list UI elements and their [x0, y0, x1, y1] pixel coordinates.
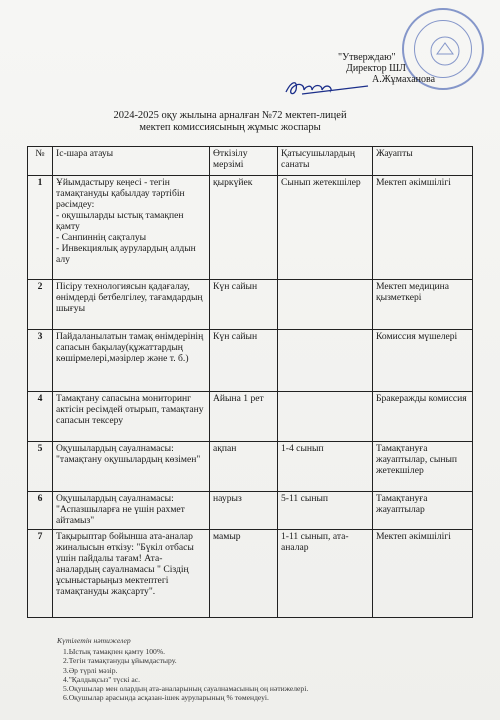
row-term: мамыр	[210, 530, 278, 618]
row-participants	[278, 280, 373, 330]
header-event: Іс-шара атауы	[53, 147, 210, 176]
table-row	[28, 492, 473, 530]
approval-line-3: А.Жұмаханова	[372, 74, 436, 85]
table-row	[28, 442, 473, 492]
row-responsible: Комиссия мүшелері	[373, 330, 473, 392]
approval-line-1: "Утверждаю"	[338, 52, 396, 63]
row-participants	[278, 330, 373, 392]
row-number: 6	[28, 492, 53, 530]
row-participants: 5-11 сынып	[278, 492, 373, 530]
row-participants	[278, 392, 373, 442]
results-item: 1.Ыстық тамақпен қамту 100%.	[63, 647, 166, 657]
row-term: қыркүйек	[210, 176, 278, 280]
results-item: 4."Қалдықсыз" түскі ас.	[63, 674, 141, 684]
row-term: наурыз	[210, 492, 278, 530]
title-line-1: 2024-2025 оқу жылына арналған №72 мектеп-лицей	[113, 110, 347, 121]
row-number: 2	[28, 280, 53, 330]
row-event: Оқушылардың сауалнамасы: "тамақтану оқушылардың көзімен"	[53, 442, 210, 492]
work-plan-table	[27, 146, 473, 618]
row-number: 5	[28, 442, 53, 492]
row-participants: Сынып жетекшілер	[278, 176, 373, 280]
header-number: №	[28, 147, 53, 176]
document-title	[60, 110, 400, 134]
handwritten-signature	[282, 76, 372, 100]
header-term: Өткізілу мерзімі	[210, 147, 278, 176]
row-responsible: Мектеп әкімшілігі	[373, 176, 473, 280]
row-responsible: Бракеражды комиссия	[373, 392, 473, 442]
header-participants: Қатысушылардың санаты	[278, 147, 373, 176]
results-item: 6.Оқушылар арасында асқазан-ішек ауруларының % төмендеуі.	[63, 693, 269, 703]
row-number: 7	[28, 530, 53, 618]
table-row	[28, 330, 473, 392]
row-term: ақпан	[210, 442, 278, 492]
row-event: Ұйымдастыру кеңесі - тегін тамақтануды қабылдау тәртібін рәсімдеу: - оқушыларды ыстық тамақпен қамту - Санпиннің сақталуы - Инвекциялық аурулардың алдын алу	[53, 176, 210, 280]
results-item: 3.Әр түрлі мәзір.	[63, 665, 118, 675]
results-item: 5.Оқушылар мен олардың ата-аналарының сауалнамасының оң нәтижелері.	[63, 684, 309, 694]
row-responsible: Мектеп медицина қызметкері	[373, 280, 473, 330]
row-number: 1	[28, 176, 53, 280]
row-responsible: Тамақтануға жауаптылар	[373, 492, 473, 530]
row-event: Пісіру технологиясын қадағалау, өнімдерді бетбелгілеу, тағамдардың шығуы	[53, 280, 210, 330]
row-participants: 1-11 сынып, ата-аналар	[278, 530, 373, 618]
expected-results	[57, 636, 477, 702]
header-responsible: Жауапты	[373, 147, 473, 176]
results-item: 2.Тегін тамақтануды ұйымдастыру.	[63, 656, 177, 666]
table-header-row	[28, 147, 473, 176]
row-participants: 1-4 сынып	[278, 442, 373, 492]
table-row	[28, 530, 473, 618]
row-responsible: Мектеп әкімшілігі	[373, 530, 473, 618]
row-responsible: Тамақтануға жауаптылар, сынып жетекшілер	[373, 442, 473, 492]
row-event: Оқушылардың сауалнамасы: "Аспазшыларға не үшін рахмет айтамыз"	[53, 492, 210, 530]
table-row	[28, 280, 473, 330]
approval-line-2: Директор ШЛ	[346, 63, 406, 74]
row-event: Тамақтану сапасына мониторинг актісін ресімдей отырып, тамақтану сапасын тексеру	[53, 392, 210, 442]
table-row	[28, 176, 473, 280]
row-event: Тақырыптар бойынша ата-аналар жиналысын өткізу: "Бүкіл отбасы үшін пайдалы тағам! Ата-аналардың сауалнамасы " Сіздің ұсыныстарыңыз мектептегі тамақтануды жақсарту".	[53, 530, 210, 618]
row-event: Пайдаланылатын тамақ өнімдерінің сапасын бақылау(құжаттардың көшірмелері,мәзірлер және т. б.)	[53, 330, 210, 392]
row-term: Күн сайын	[210, 330, 278, 392]
row-number: 4	[28, 392, 53, 442]
row-term: Айына 1 рет	[210, 392, 278, 442]
title-line-2: мектеп комиссиясының жұмыс жоспары	[139, 122, 321, 133]
results-heading: Күтілетін нәтижелер	[57, 636, 131, 645]
row-number: 3	[28, 330, 53, 392]
table-row	[28, 392, 473, 442]
row-term: Күн сайын	[210, 280, 278, 330]
